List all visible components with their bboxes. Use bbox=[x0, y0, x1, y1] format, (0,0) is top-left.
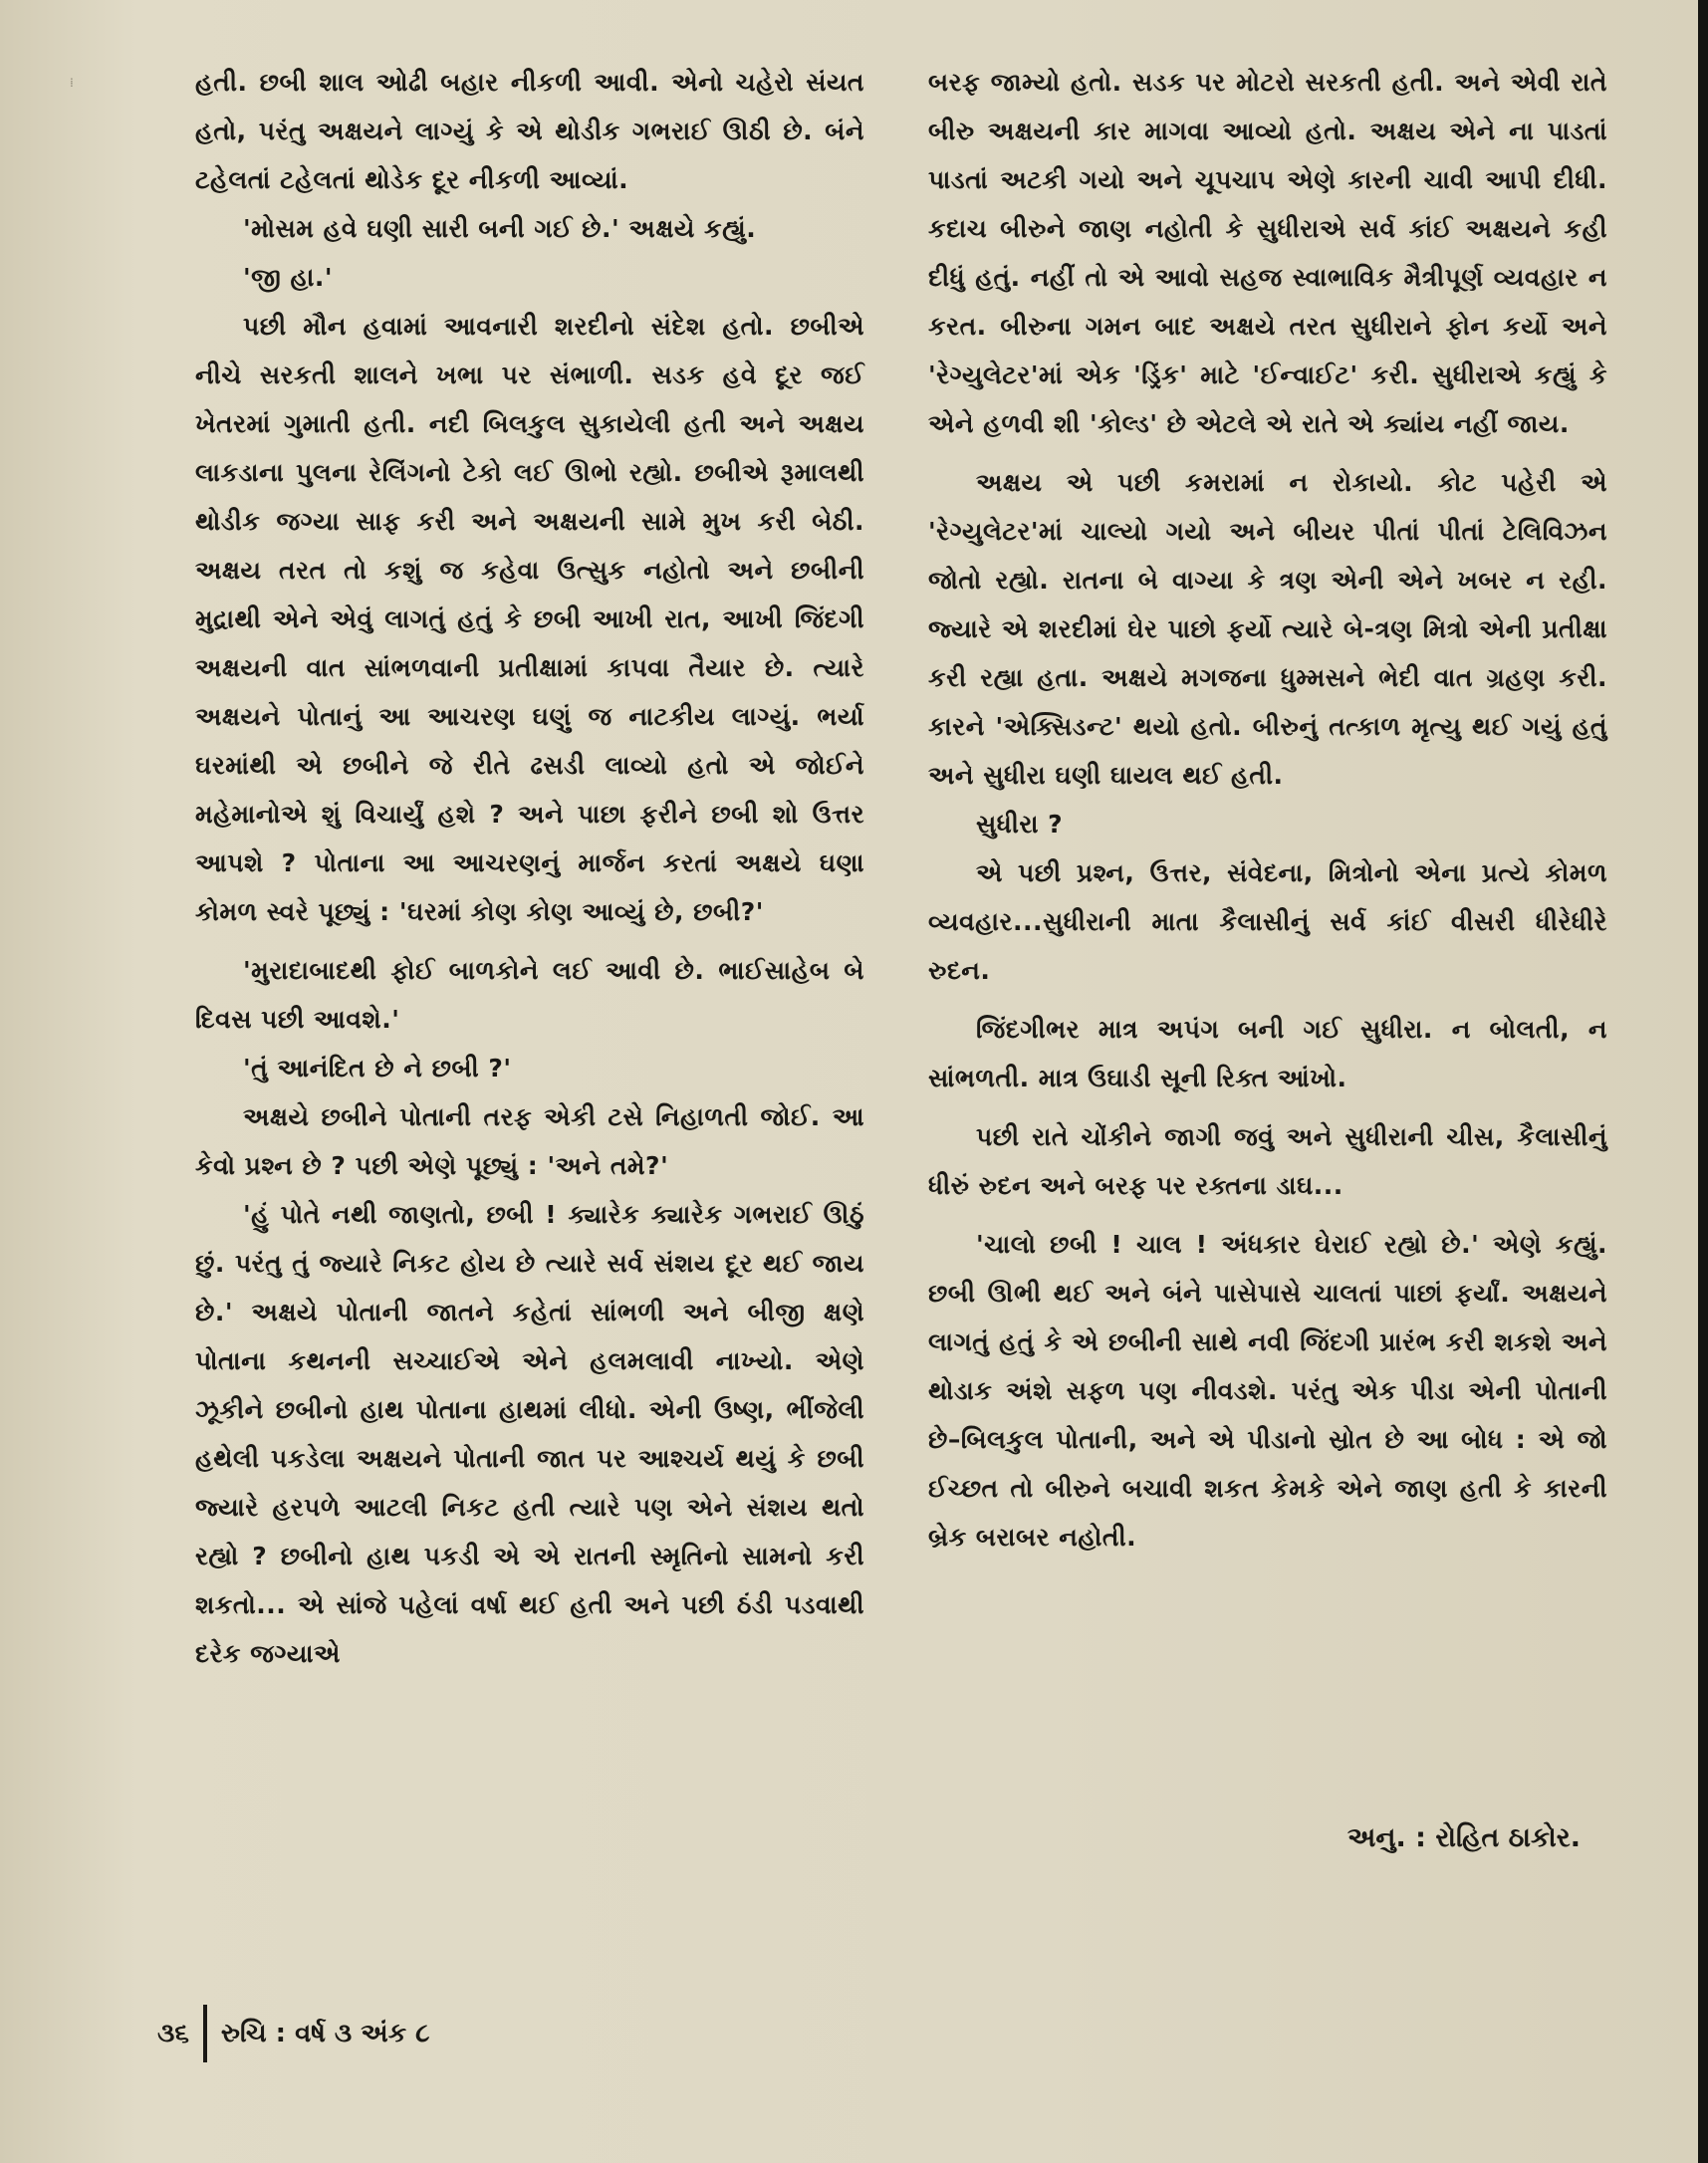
page-footer bbox=[157, 2010, 429, 2057]
paragraph: 'ચાલો છબી ! ચાલ ! અંધકાર ઘેરાઈ રહ્યો છે.' એણે કહ્યું. છબી ઊભી થઈ અને બંને પાસેપાસે ચાલતાં પાછાં ફર્યાં. અક્ષયને લાગતું હતું કે એ છબીની સાથે નવી જિંદગી પ્રારંભ કરી શકશે અને થોડાક અંશે સફળ પણ નીવડશે. પરંતુ એક પીડા એની પોતાની છે–બિલકુલ પોતાની, અને એ પીડાનો સ્રોત છે આ બોધ : એ જો ઈચ્છત તો બીરુને બચાવી શકત કેમકે એને જાણ હતી કે કારની બ્રેક બરાબર નહોતી. bbox=[928, 1230, 1607, 1552]
paragraph: 'જી હા.' bbox=[243, 263, 334, 292]
paragraph: 'તું આનંદિત છે ને છબી ?' bbox=[243, 1054, 512, 1082]
paragraph: જિંદગીભર માત્ર અપંગ બની ગઈ સુધીરા. ન બોલતી, ન સાંભળતી. માત્ર ઉઘાડી સૂની રિક્ત આંખો. bbox=[928, 1015, 1607, 1092]
paragraph: 'મુરાદાબાદથી ફોઈ બાળકોને લઈ આવી છે. ભાઈસાહેબ બે દિવસ પછી આવશે.' bbox=[195, 956, 864, 1034]
paragraph: પછી રાતે ચોંકીને જાગી જવું અને સુધીરાની ચીસ, કૈલાસીનું ધીરું રુદન અને બરફ પર રક્તના ડાઘ... bbox=[928, 1122, 1607, 1200]
magazine-issue: રુચિ : વર્ષ ૩ અંક ૮ bbox=[220, 2018, 430, 2048]
translator-credit: અનુ. : રોહિત ઠાકોર. bbox=[1346, 1822, 1581, 1853]
right-column bbox=[928, 58, 1607, 1562]
paragraph: એ પછી પ્રશ્ન, ઉત્તર, સંવેદના, મિત્રોનો એના પ્રત્યે કોમળ વ્યવહાર...સુધીરાની માતા કૈલાસીનું સર્વ કાંઈ વીસરી ધીરેધીરે રુદન. bbox=[928, 858, 1607, 985]
paragraph: બરફ જામ્યો હતો. સડક પર મોટરો સરકતી હતી. અને એવી રાતે બીરુ અક્ષયની કાર માગવા આવ્યો હતો. અક્ષય એને ના પાડતાં પાડતાં અટકી ગયો અને ચૂપચાપ એણે કારની ચાવી આપી દીધી. કદાચ બીરુને જાણ નહોતી કે સુધીરાએ સર્વ કાંઈ અક્ષયને કહી દીધું હતું. નહીં તો એ આવો સહજ સ્વાભાવિક મૈત્રીપૂર્ણ વ્યવહાર ન કરત. બીરુના ગમન બાદ અક્ષયે તરત સુધીરાને ફોન કર્યો અને 'રેગ્યુલેટર'માં એક 'ડ્રિંક' માટે 'ઈન્વાઈટ' કરી. સુધીરાએ કહ્યું કે એને હળવી શી 'કોલ્ડ' છે એટલે એ રાતે એ ક્યાંય નહીં જાય. bbox=[928, 68, 1607, 438]
paragraph: 'મોસમ હવે ઘણી સારી બની ગઈ છે.' અક્ષયે કહ્યું. bbox=[243, 214, 757, 243]
left-column bbox=[195, 58, 864, 1678]
paragraph: અક્ષયે છબીને પોતાની તરફ એકી ટસે નિહાળતી જોઈ. આ કેવો પ્રશ્ન છે ? પછી એણે પૂછ્યું : 'અને તમે?' bbox=[195, 1102, 864, 1180]
page-edge-shadow bbox=[1698, 0, 1708, 2163]
paragraph: 'હું પોતે નથી જાણતો, છબી ! ક્યારેક ક્યારેક ગભરાઈ ઊઠું છું. પરંતુ તું જ્યારે નિકટ હોય છે ત્યારે સર્વ સંશય દૂર થઈ જાય છે.' અક્ષયે પોતાની જાતને કહેતાં સાંભળી અને બીજી ક્ષણે પોતાના કથનની સચ્ચાઈએ એને હલમલાવી નાખ્યો. એણે ઝૂકીને છબીનો હાથ પોતાના હાથમાં લીધો. એની ઉષ્ણ, ભીંજેલી હથેલી પકડેલા અક્ષયને પોતાની જાત પર આશ્ચર્ય થયું કે છબી જ્યારે હરપળે આટલી નિકટ હતી ત્યારે પણ એને સંશય થતો રહ્યો ? છબીનો હાથ પકડી એ એ રાતની સ્મૃતિનો સામનો કરી શકતો... એ સાંજે પહેલાં વર્ષા થઈ હતી અને પછી ઠંડી પડવાથી દરેક જગ્યાએ bbox=[195, 1200, 864, 1668]
paragraph: પછી મૌન હવામાં આવનારી શરદીનો સંદેશ હતો. છબીએ નીચે સરકતી શાલને ખભા પર સંભાળી. સડક હવે દૂર જઈ ખેતરમાં ગુમાતી હતી. નદી બિલકુલ સુકાયેલી હતી અને અક્ષય લાકડાના પુલના રેલિંગનો ટેકો લઈ ઊભો રહ્યો. છબીએ રૂમાલથી થોડીક જગ્યા સાફ કરી અને અક્ષયની સામે મુખ કરી બેઠી. અક્ષય તરત તો કશું જ કહેવા ઉત્સુક નહોતો અને છબીની મુદ્રાથી એને એવું લાગતું હતું કે છબી આખી રાત, આખી જિંદગી અક્ષયની વાત સાંભળવાની પ્રતીક્ષામાં કાપવા તૈયાર છે. ત્યારે અક્ષયને પોતાનું આ આચરણ ઘણું જ નાટકીય લાગ્યું. ભર્યા ઘરમાંથી એ છબીને જે રીતે ઢસડી લાવ્યો હતો એ જોઈને મહેમાનોએ શું વિચાર્યું હશે ? અને પાછા ફરીને છબી શો ઉત્તર આપશે ? પોતાના આ આચરણનું માર્જન કરતાં અક્ષયે ઘણા કોમળ સ્વરે પૂછ્યું : 'ઘરમાં કોણ કોણ આવ્યું છે, છબી?' bbox=[195, 312, 864, 926]
paragraph: અક્ષય એ પછી કમરામાં ન રોકાયો. કોટ પહેરી એ 'રેગ્યુલેટર'માં ચાલ્યો ગયો અને બીયર પીતાં પીતાં ટેલિવિઝન જોતો રહ્યો. રાતના બે વાગ્યા કે ત્રણ એની એને ખબર ન રહી. જ્યારે એ શરદીમાં ઘેર પાછો ફર્યો ત્યારે બે-ત્રણ મિત્રો એની પ્રતીક્ષા કરી રહ્યા હતા. અક્ષયે મગજના ધુમ્મસને ભેદી વાત ગ્રહણ કરી. કારને 'એક્સિડન્ટ' થયો હતો. બીરુનું તત્કાળ મૃત્યુ થઈ ગયું હતું અને સુધીરા ઘણી ઘાયલ થઈ હતી. bbox=[928, 468, 1607, 790]
paragraph: હતી. છબી શાલ ઓઢી બહાર નીકળી આવી. એનો ચહેરો સંયત હતો, પરંતુ અક્ષયને લાગ્યું કે એ થોડીક ગભરાઈ ઊઠી છે. બંને ટહેલતાં ટહેલતાં થોડેક દૂર નીકળી આવ્યાં. bbox=[195, 68, 864, 194]
footer-divider bbox=[203, 2005, 207, 2062]
margin-mark: ⁞ bbox=[70, 76, 74, 90]
page-number: ૩૬ bbox=[157, 2018, 189, 2048]
paragraph: સુધીરા ? bbox=[976, 810, 1064, 839]
